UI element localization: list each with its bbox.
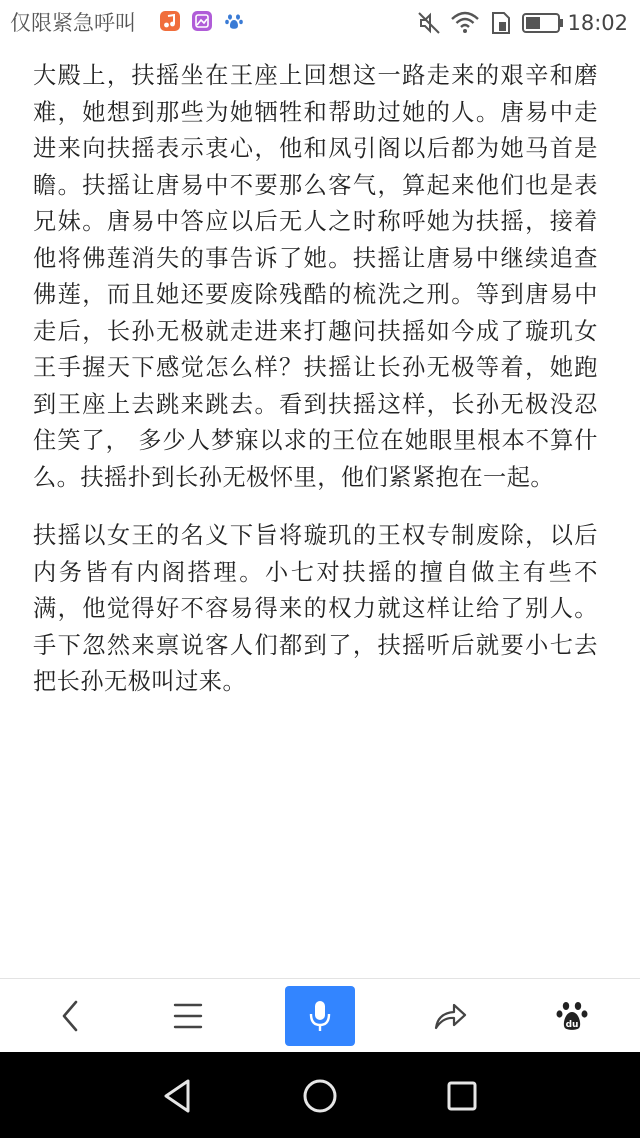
nav-home-button[interactable]: [296, 1072, 344, 1120]
article-content: [33, 58, 598, 723]
article-paragraph: 大殿上，扶摇坐在王座上回想这一路走来的艰辛和磨难，她想到那些为她牺牲和帮助过她的人。唐易中走进来向扶摇表示衷心，他和凤引阁以后都为她马首是瞻。扶摇让唐易中不要那么客气，算起来他们也是表兄妹。唐易中答应以后无人之时称呼她为扶摇，接着他将佛莲消失的事告诉了她。扶摇让唐易中继续追查佛莲，而且她还要废除残酷的梳洗之刑。等到唐易中走后，长孙无极就走进来打趣问扶摇如今成了璇玑女王手握天下感觉怎么样？扶摇让长孙无极等着，她跑到王座上去跳来跳去。看到扶摇这样，长孙无极没忍住笑了， 多少人梦寐以求的王位在她眼里根本不算什么。扶摇扑到长孙无极怀里，他们紧紧抱在一起。: [33, 62, 598, 491]
clock: 18:02: [567, 11, 628, 35]
menu-icon: [172, 1001, 204, 1031]
music-app-icon: [160, 11, 180, 31]
baidu-paw-icon: [555, 999, 589, 1033]
share-icon: [432, 1001, 468, 1031]
battery-icon: [522, 13, 564, 33]
microphone-icon: [307, 999, 333, 1033]
back-button[interactable]: [8, 979, 136, 1053]
sim-data-icon: [490, 10, 512, 36]
baidu-paw-icon: [224, 11, 244, 31]
system-nav-bar: [0, 1052, 640, 1138]
back-triangle-icon: [160, 1076, 196, 1116]
svg-text:du: du: [565, 1020, 579, 1030]
browser-toolbar: [0, 978, 640, 1053]
carrier-text: 仅限紧急呼叫: [10, 11, 136, 35]
share-button[interactable]: [386, 979, 514, 1053]
back-icon: [58, 999, 86, 1033]
home-circle-icon: [300, 1076, 340, 1116]
gallery-app-icon: [192, 11, 212, 31]
voice-search-button[interactable]: [285, 986, 355, 1046]
nav-back-button[interactable]: [154, 1072, 202, 1120]
article-paragraph: 扶摇以女王的名义下旨将璇玑的王权专制废除，以后内务皆有内阁搭理。小七对扶摇的擅自做主有些不满，他觉得好不容易得来的权力就这样让给了别人。手下忽然来禀说客人们都到了，扶摇听后就要小七去把长孙无极叫过来。: [33, 522, 598, 695]
baidu-home-button[interactable]: [508, 979, 636, 1053]
recents-square-icon: [444, 1078, 480, 1114]
menu-button[interactable]: [124, 979, 252, 1053]
nav-recents-button[interactable]: [438, 1072, 486, 1120]
status-bar: [0, 0, 640, 46]
mute-icon: [416, 10, 442, 36]
wifi-icon: [450, 10, 480, 34]
